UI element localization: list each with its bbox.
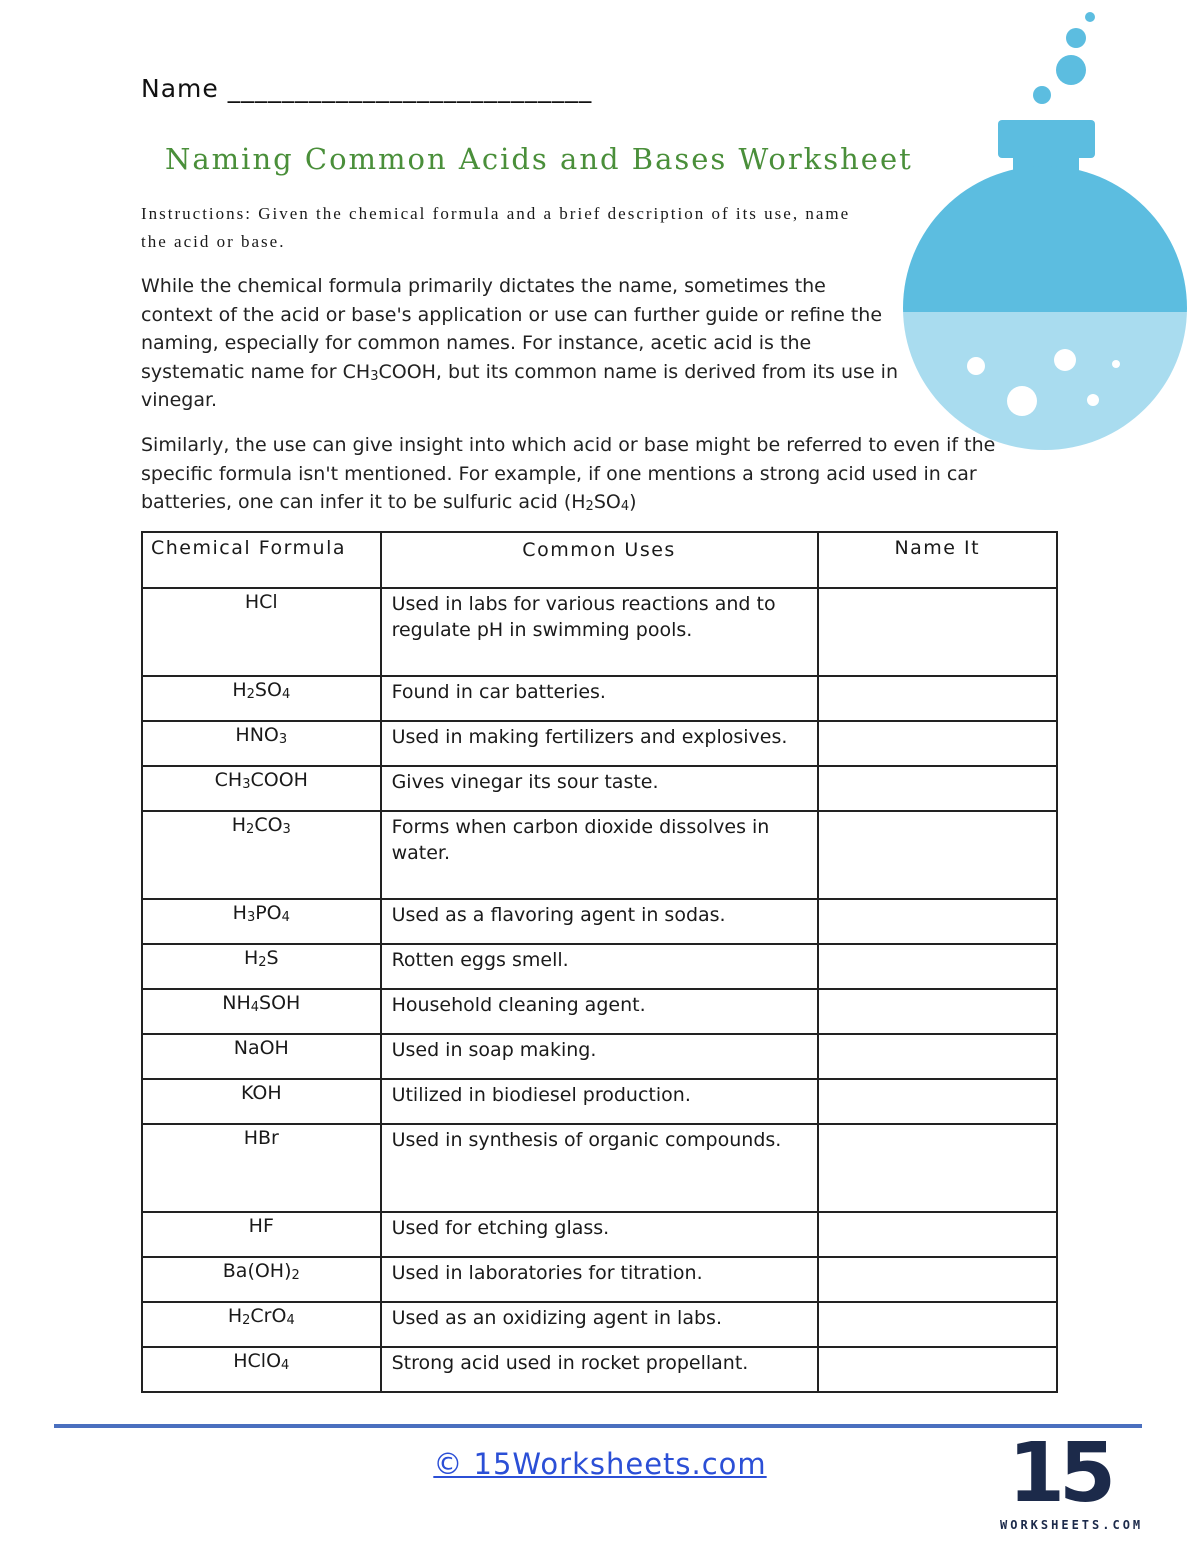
header-name-it: Name It	[818, 532, 1057, 588]
flask-icon	[900, 8, 1190, 458]
logo-number: 15	[1008, 1426, 1111, 1521]
header-chemical-formula: Chemical Formula	[142, 532, 381, 588]
table-row	[142, 588, 1057, 676]
name-it-answer-cell[interactable]	[818, 588, 1057, 676]
formula-cell: $HNO_3$	[142, 721, 381, 766]
use-cell: Household cleaning agent.	[381, 989, 818, 1034]
table-row	[142, 1034, 1057, 1079]
name-it-answer-cell[interactable]	[818, 811, 1057, 899]
formula-cell: $CH_3COOH$	[142, 766, 381, 811]
use-cell: Used in making fertilizers and explosives.	[381, 721, 818, 766]
table-row	[142, 811, 1057, 899]
table-row	[142, 721, 1057, 766]
footer-divider	[54, 1424, 1142, 1428]
table-row	[142, 1347, 1057, 1392]
use-cell: Strong acid used in rocket propellant.	[381, 1347, 818, 1392]
formula-cell: $H_2SO_4$	[142, 676, 381, 721]
name-it-answer-cell[interactable]	[818, 899, 1057, 944]
use-cell: Used in labs for various reactions and to regulate pH in swimming pools.	[381, 588, 818, 676]
formula-cell: HF	[142, 1212, 381, 1257]
header-common-uses: Common Uses	[381, 532, 818, 588]
name-it-answer-cell[interactable]	[818, 1302, 1057, 1347]
formula-cell: NaOH	[142, 1034, 381, 1079]
name-it-answer-cell[interactable]	[818, 1124, 1057, 1212]
instructions-text: Instructions: Given the chemical formula and a brief description of its use, name the acid or base.	[141, 204, 851, 251]
use-cell: Used in laboratories for titration.	[381, 1257, 818, 1302]
worksheets-logo	[996, 1426, 1144, 1536]
acids-bases-table	[141, 531, 1058, 1393]
intro-paragraph-2: Similarly, the use can give insight into which acid or base might be referred to even if the specific formula isn't mentioned. For example, if one mentions a strong acid used in car batteries, one can infer it to be sulfuric acid $(H_2SO_4)$	[141, 434, 996, 514]
table-row	[142, 1079, 1057, 1124]
formula-cell: $Ba(OH)_2$	[142, 1257, 381, 1302]
worksheet-title: Naming Common Acids and Bases Worksheet	[165, 142, 913, 176]
formula-cell: HBr	[142, 1124, 381, 1212]
table-row	[142, 1212, 1057, 1257]
table-row	[142, 989, 1057, 1034]
name-it-answer-cell[interactable]	[818, 1257, 1057, 1302]
use-cell: Rotten eggs smell.	[381, 944, 818, 989]
use-cell: Utilized in biodiesel production.	[381, 1079, 818, 1124]
formula-cell: $H_2CrO_4$	[142, 1302, 381, 1347]
use-cell: Used in synthesis of organic compounds.	[381, 1124, 818, 1212]
name-field-line: Name ___________________________	[141, 74, 593, 103]
use-cell: Gives vinegar its sour taste.	[381, 766, 818, 811]
name-it-answer-cell[interactable]	[818, 1079, 1057, 1124]
table-row	[142, 1124, 1057, 1212]
formula-cell: HCl	[142, 588, 381, 676]
formula-cell: $NH_4SOH$	[142, 989, 381, 1034]
use-cell: Used as a flavoring agent in sodas.	[381, 899, 818, 944]
use-cell: Used for etching glass.	[381, 1212, 818, 1257]
name-it-answer-cell[interactable]	[818, 766, 1057, 811]
name-it-answer-cell[interactable]	[818, 721, 1057, 766]
table-row	[142, 1257, 1057, 1302]
use-cell: Found in car batteries.	[381, 676, 818, 721]
use-cell: Forms when carbon dioxide dissolves in water.	[381, 811, 818, 899]
name-it-answer-cell[interactable]	[818, 1212, 1057, 1257]
table-row	[142, 1302, 1057, 1347]
table-row	[142, 766, 1057, 811]
formula-cell: $H_3PO_4$	[142, 899, 381, 944]
formula-cell: HClO$_4$	[142, 1347, 381, 1392]
formula-cell: KOH	[142, 1079, 381, 1124]
name-it-answer-cell[interactable]	[818, 676, 1057, 721]
formula-cell: $H_2S$	[142, 944, 381, 989]
table-row	[142, 676, 1057, 721]
site-link[interactable]: © 15Worksheets.com	[433, 1447, 767, 1481]
table-row	[142, 944, 1057, 989]
formula-cell: $H_2CO_3$	[142, 811, 381, 899]
use-cell: Used as an oxidizing agent in labs.	[381, 1302, 818, 1347]
name-it-answer-cell[interactable]	[818, 944, 1057, 989]
name-it-answer-cell[interactable]	[818, 1034, 1057, 1079]
table-header-row	[142, 532, 1057, 588]
intro-paragraph-1: While the chemical formula primarily dictates the name, sometimes the context of the acid or base's application or use can further guide or refine the naming, especially for common names. For instance, acetic acid is the systematic name for $CH_3COOH$, but its common name is derived from its use in vinegar.	[141, 275, 898, 411]
table-row	[142, 899, 1057, 944]
name-it-answer-cell[interactable]	[818, 989, 1057, 1034]
logo-wordmark: WORKSHEETS.COM	[1000, 1518, 1144, 1532]
name-it-answer-cell[interactable]	[818, 1347, 1057, 1392]
use-cell: Used in soap making.	[381, 1034, 818, 1079]
